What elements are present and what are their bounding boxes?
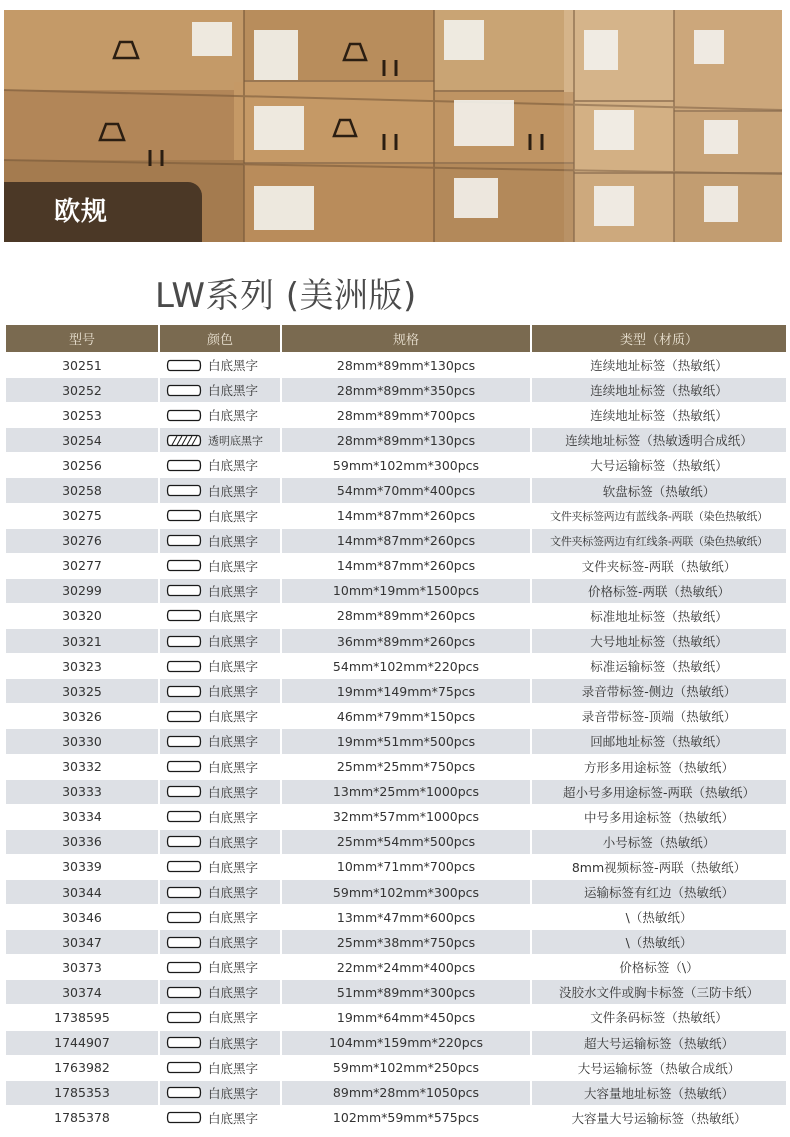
spec-cell: 59mm*102mm*300pcs <box>282 880 530 904</box>
spec-cell: 14mm*87mm*260pcs <box>282 504 530 528</box>
plain-label-icon <box>166 685 202 698</box>
color-text: 白底黑字 <box>208 1060 259 1076</box>
color-cell <box>160 755 280 779</box>
color-text: 白底黑字 <box>208 910 259 926</box>
color-cell <box>160 1005 280 1029</box>
color-text: 白底黑字 <box>208 684 259 700</box>
table-row <box>6 579 786 603</box>
spec-cell: 10mm*71mm*700pcs <box>282 855 530 879</box>
spec-cell: 54mm*102mm*220pcs <box>282 654 530 678</box>
color-cell <box>160 604 280 628</box>
spec-cell: 25mm*38mm*750pcs <box>282 930 530 954</box>
page-title: LW系列 (美洲版) <box>155 276 417 316</box>
model-cell: 30256 <box>6 453 158 477</box>
color-cell <box>160 955 280 979</box>
color-text: 白底黑字 <box>208 533 259 549</box>
spec-cell: 19mm*51mm*500pcs <box>282 729 530 753</box>
color-cell <box>160 679 280 703</box>
transparent-label-icon <box>166 434 202 447</box>
color-cell <box>160 428 280 452</box>
table-row <box>6 805 786 829</box>
color-cell <box>160 353 280 377</box>
spec-cell: 104mm*159mm*220pcs <box>282 1031 530 1055</box>
model-cell: 30251 <box>6 353 158 377</box>
model-cell: 30330 <box>6 729 158 753</box>
plain-label-icon <box>166 359 202 372</box>
table-row <box>6 629 786 653</box>
spec-cell: 25mm*54mm*500pcs <box>282 830 530 854</box>
type-cell: 录音带标签-侧边（热敏纸） <box>532 679 786 703</box>
color-text: 白底黑字 <box>208 709 259 725</box>
color-text: 白底黑字 <box>208 458 259 474</box>
spec-cell: 59mm*102mm*250pcs <box>282 1056 530 1080</box>
plain-label-icon <box>166 911 202 924</box>
color-text: 白底黑字 <box>208 885 259 901</box>
table-row <box>6 704 786 728</box>
model-cell: 30253 <box>6 403 158 427</box>
table-row <box>6 780 786 804</box>
table-row <box>6 855 786 879</box>
spec-cell: 32mm*57mm*1000pcs <box>282 805 530 829</box>
color-cell <box>160 1081 280 1105</box>
plain-label-icon <box>166 584 202 597</box>
model-cell: 30347 <box>6 930 158 954</box>
table-row <box>6 453 786 477</box>
plain-label-icon <box>166 860 202 873</box>
plain-label-icon <box>166 986 202 999</box>
plain-label-icon <box>166 760 202 773</box>
plain-label-icon <box>166 409 202 422</box>
table-row <box>6 529 786 553</box>
table-row <box>6 1031 786 1055</box>
type-cell: \（热敏纸） <box>532 930 786 954</box>
type-cell: 标准运输标签（热敏纸） <box>532 654 786 678</box>
type-cell: 文件夹标签-两联（热敏纸） <box>532 554 786 578</box>
color-text: 白底黑字 <box>208 1110 259 1126</box>
header-type: 类型（材质） <box>532 325 786 352</box>
color-cell <box>160 478 280 502</box>
table-row <box>6 604 786 628</box>
color-text: 白底黑字 <box>208 508 259 524</box>
plain-label-icon <box>166 886 202 899</box>
color-text: 白底黑字 <box>208 1010 259 1026</box>
spec-cell: 14mm*87mm*260pcs <box>282 529 530 553</box>
color-text: 白底黑字 <box>208 759 259 775</box>
model-cell: 30320 <box>6 604 158 628</box>
banner-label: 欧规 <box>4 182 202 242</box>
color-text: 白底黑字 <box>208 608 259 624</box>
type-cell: 文件条码标签（热敏纸） <box>532 1005 786 1029</box>
model-cell: 30325 <box>6 679 158 703</box>
table-row <box>6 930 786 954</box>
color-text: 白底黑字 <box>208 985 259 1001</box>
color-text: 白底黑字 <box>208 558 259 574</box>
model-cell: 30277 <box>6 554 158 578</box>
table-row <box>6 830 786 854</box>
spec-cell: 22mm*24mm*400pcs <box>282 955 530 979</box>
model-cell: 30332 <box>6 755 158 779</box>
spec-cell: 13mm*47mm*600pcs <box>282 905 530 929</box>
table-header-row <box>6 325 786 352</box>
plain-label-icon <box>166 710 202 723</box>
type-cell: 标准地址标签（热敏纸） <box>532 604 786 628</box>
color-cell <box>160 403 280 427</box>
spec-cell: 10mm*19mm*1500pcs <box>282 579 530 603</box>
color-text: 白底黑字 <box>208 960 259 976</box>
table-row <box>6 428 786 452</box>
type-cell: 超小号多用途标签-两联（热敏纸） <box>532 780 786 804</box>
table-row <box>6 729 786 753</box>
spec-cell: 25mm*25mm*750pcs <box>282 755 530 779</box>
plain-label-icon <box>166 534 202 547</box>
table-row <box>6 654 786 678</box>
plain-label-icon <box>166 835 202 848</box>
type-cell: 软盘标签（热敏纸） <box>532 478 786 502</box>
color-text: 白底黑字 <box>208 483 259 499</box>
color-text: 白底黑字 <box>208 583 259 599</box>
color-text: 白底黑字 <box>208 859 259 875</box>
plain-label-icon <box>166 1086 202 1099</box>
spec-cell: 54mm*70mm*400pcs <box>282 478 530 502</box>
color-text: 白底黑字 <box>208 809 259 825</box>
plain-label-icon <box>166 735 202 748</box>
color-text: 白底黑字 <box>208 784 259 800</box>
spec-cell: 28mm*89mm*260pcs <box>282 604 530 628</box>
plain-label-icon <box>166 484 202 497</box>
color-cell <box>160 629 280 653</box>
model-cell: 1785353 <box>6 1081 158 1105</box>
type-cell: 连续地址标签（热敏纸） <box>532 378 786 402</box>
table-row <box>6 403 786 427</box>
model-cell: 30258 <box>6 478 158 502</box>
type-cell: 价格标签-两联（热敏纸） <box>532 579 786 603</box>
color-cell <box>160 504 280 528</box>
plain-label-icon <box>166 1011 202 1024</box>
color-cell <box>160 805 280 829</box>
type-cell: 录音带标签-顶端（热敏纸） <box>532 704 786 728</box>
color-cell <box>160 855 280 879</box>
table-row <box>6 955 786 979</box>
color-cell <box>160 1056 280 1080</box>
model-cell: 30334 <box>6 805 158 829</box>
model-cell: 30336 <box>6 830 158 854</box>
model-cell: 1744907 <box>6 1031 158 1055</box>
model-cell: 30321 <box>6 629 158 653</box>
model-cell: 30333 <box>6 780 158 804</box>
color-text: 白底黑字 <box>208 634 259 650</box>
spec-cell: 51mm*89mm*300pcs <box>282 980 530 1004</box>
plain-label-icon <box>166 961 202 974</box>
color-cell <box>160 579 280 603</box>
plain-label-icon <box>166 459 202 472</box>
model-cell: 30374 <box>6 980 158 1004</box>
model-cell: 30254 <box>6 428 158 452</box>
header-color: 颜色 <box>160 325 280 352</box>
plain-label-icon <box>166 559 202 572</box>
color-text: 透明底黑字 <box>208 434 263 448</box>
spec-cell: 28mm*89mm*350pcs <box>282 378 530 402</box>
model-cell: 1738595 <box>6 1005 158 1029</box>
plain-label-icon <box>166 810 202 823</box>
type-cell: 价格标签（\） <box>532 955 786 979</box>
table-row <box>6 478 786 502</box>
type-cell: 超大号运输标签（热敏纸） <box>532 1031 786 1055</box>
table-row <box>6 1056 786 1080</box>
color-cell <box>160 704 280 728</box>
color-cell <box>160 729 280 753</box>
plain-label-icon <box>166 1061 202 1074</box>
type-cell: 大号运输标签（热敏合成纸） <box>532 1056 786 1080</box>
spec-cell: 36mm*89mm*260pcs <box>282 629 530 653</box>
plain-label-icon <box>166 1036 202 1049</box>
type-cell: 没胶水文件或胸卡标签（三防卡纸） <box>532 980 786 1004</box>
plain-label-icon <box>166 660 202 673</box>
model-cell: 30326 <box>6 704 158 728</box>
type-cell: 方形多用途标签（热敏纸） <box>532 755 786 779</box>
color-text: 白底黑字 <box>208 734 259 750</box>
table-row <box>6 880 786 904</box>
type-cell: 8mm视频标签-两联（热敏纸） <box>532 855 786 879</box>
table-row <box>6 905 786 929</box>
color-cell <box>160 529 280 553</box>
plain-label-icon <box>166 384 202 397</box>
model-cell: 1785378 <box>6 1106 158 1130</box>
model-cell: 30299 <box>6 579 158 603</box>
type-cell: \（热敏纸） <box>532 905 786 929</box>
spec-cell: 89mm*28mm*1050pcs <box>282 1081 530 1105</box>
type-cell: 文件夹标签两边有蓝线条-两联（染色热敏纸） <box>532 504 786 528</box>
color-cell <box>160 378 280 402</box>
type-cell: 大号地址标签（热敏纸） <box>532 629 786 653</box>
color-cell <box>160 453 280 477</box>
model-cell: 30339 <box>6 855 158 879</box>
table-row <box>6 353 786 377</box>
color-cell <box>160 1031 280 1055</box>
color-cell <box>160 905 280 929</box>
color-cell <box>160 1106 280 1130</box>
plain-label-icon <box>166 635 202 648</box>
plain-label-icon <box>166 509 202 522</box>
table-row <box>6 1106 786 1130</box>
plain-label-icon <box>166 936 202 949</box>
table-row <box>6 980 786 1004</box>
product-spec-table <box>4 324 788 1131</box>
model-cell: 30373 <box>6 955 158 979</box>
spec-cell: 13mm*25mm*1000pcs <box>282 780 530 804</box>
header-model: 型号 <box>6 325 158 352</box>
table-row <box>6 378 786 402</box>
table-row <box>6 504 786 528</box>
model-cell: 30275 <box>6 504 158 528</box>
spec-cell: 19mm*64mm*450pcs <box>282 1005 530 1029</box>
plain-label-icon <box>166 785 202 798</box>
model-cell: 1763982 <box>6 1056 158 1080</box>
type-cell: 大容量大号运输标签（热敏纸） <box>532 1106 786 1130</box>
type-cell: 中号多用途标签（热敏纸） <box>532 805 786 829</box>
spec-cell: 59mm*102mm*300pcs <box>282 453 530 477</box>
color-cell <box>160 880 280 904</box>
spec-cell: 14mm*87mm*260pcs <box>282 554 530 578</box>
type-cell: 大号运输标签（热敏纸） <box>532 453 786 477</box>
color-cell <box>160 980 280 1004</box>
plain-label-icon <box>166 609 202 622</box>
type-cell: 大容量地址标签（热敏纸） <box>532 1081 786 1105</box>
model-cell: 30344 <box>6 880 158 904</box>
model-cell: 30323 <box>6 654 158 678</box>
header-spec: 规格 <box>282 325 530 352</box>
plain-label-icon <box>166 1111 202 1124</box>
table-row <box>6 1081 786 1105</box>
type-cell: 连续地址标签（热敏纸） <box>532 403 786 427</box>
spec-cell: 28mm*89mm*130pcs <box>282 428 530 452</box>
table-row <box>6 554 786 578</box>
color-text: 白底黑字 <box>208 935 259 951</box>
spec-cell: 102mm*59mm*575pcs <box>282 1106 530 1130</box>
table-row <box>6 755 786 779</box>
color-text: 白底黑字 <box>208 1035 259 1051</box>
color-text: 白底黑字 <box>208 383 259 399</box>
color-text: 白底黑字 <box>208 1085 259 1101</box>
spec-cell: 19mm*149mm*75pcs <box>282 679 530 703</box>
spec-cell: 46mm*79mm*150pcs <box>282 704 530 728</box>
color-text: 白底黑字 <box>208 834 259 850</box>
color-cell <box>160 830 280 854</box>
type-cell: 连续地址标签（热敏纸） <box>532 353 786 377</box>
spec-cell: 28mm*89mm*700pcs <box>282 403 530 427</box>
type-cell: 回邮地址标签（热敏纸） <box>532 729 786 753</box>
model-cell: 30276 <box>6 529 158 553</box>
color-cell <box>160 780 280 804</box>
type-cell: 文件夹标签两边有红线条-两联（染色热敏纸） <box>532 529 786 553</box>
type-cell: 小号标签（热敏纸） <box>532 830 786 854</box>
color-text: 白底黑字 <box>208 408 259 424</box>
color-cell <box>160 654 280 678</box>
table-row <box>6 679 786 703</box>
type-cell: 运输标签有红边（热敏纸） <box>532 880 786 904</box>
color-text: 白底黑字 <box>208 659 259 675</box>
type-cell: 连续地址标签（热敏透明合成纸） <box>532 428 786 452</box>
spec-cell: 28mm*89mm*130pcs <box>282 353 530 377</box>
model-cell: 30252 <box>6 378 158 402</box>
table-body <box>6 353 786 1130</box>
color-cell <box>160 554 280 578</box>
color-cell <box>160 930 280 954</box>
color-text: 白底黑字 <box>208 358 259 374</box>
table-row <box>6 1005 786 1029</box>
model-cell: 30346 <box>6 905 158 929</box>
